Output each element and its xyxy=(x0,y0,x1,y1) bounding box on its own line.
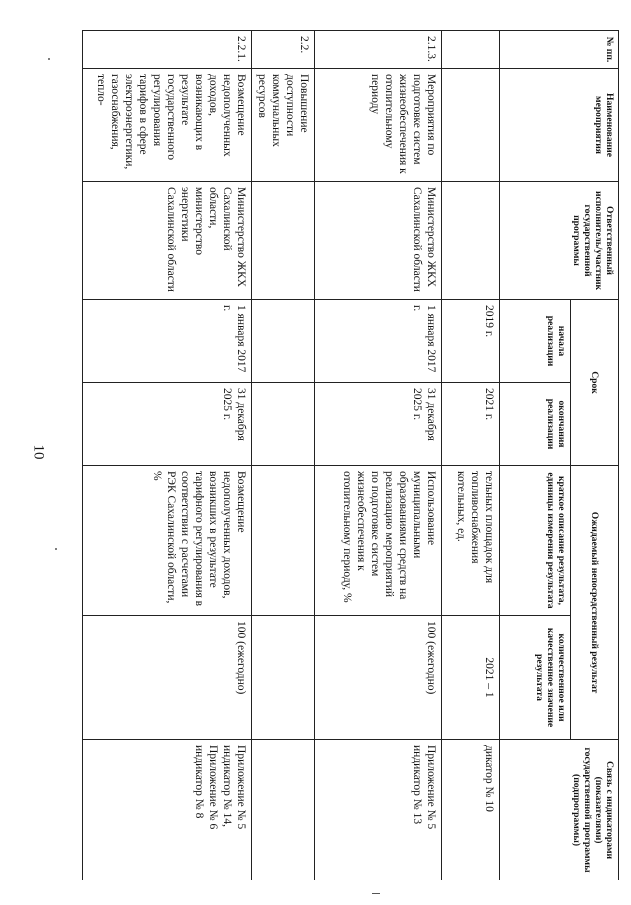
header-link: Связь с индикаторами (показателями) государственной программы (подпрограммы) xyxy=(500,740,619,880)
cell-start: 1 января 2017 г. xyxy=(83,300,252,383)
header-result: Ожидаемый непосредственный результат xyxy=(571,466,619,740)
cell-num: 2.2. xyxy=(251,31,314,69)
cell-desc: Использование муниципальными образованиями средств на реализацию мероприятий по подготовке систем жизнеобеспечения к отопительному периоду, % xyxy=(315,466,442,616)
header-result-value: количественное или качественное значение результата xyxy=(500,616,571,740)
cell-start xyxy=(251,300,314,383)
cell-link: Приложение № 5 индикатор № 14, Приложение № 6 индикатор № 8 xyxy=(83,740,252,880)
cell-responsible xyxy=(442,182,500,300)
header-term-end: окончания реализации xyxy=(500,383,571,466)
cell-num: 2.2.1. xyxy=(83,31,252,69)
cell-name xyxy=(442,69,500,182)
cell-end xyxy=(251,383,314,466)
activities-table xyxy=(82,30,619,880)
header-term-start: начала реализации xyxy=(500,300,571,383)
cell-start: 1 января 2017 г. xyxy=(315,300,442,383)
cell-desc: Возмещение недополученных доходов, возникших в результате тарифного регулирования в соответствии с расчетами РЭК Сахалинской области, % xyxy=(83,466,252,616)
table-area xyxy=(82,30,619,880)
cell-name: Возмещение недополученных доходов, возникающих в результате государственного регулирования тарифов в сфере электроэнергетики, газоснабжения, тепло- xyxy=(83,69,252,182)
cell-value: 100 (ежегодно) xyxy=(315,616,442,740)
scan-speck xyxy=(55,548,57,550)
cell-responsible: Министерство ЖКХ Сахалинской области, министерство энергетики Сахалинской области xyxy=(83,182,252,300)
header-term: Срок xyxy=(571,300,619,466)
cell-end: 31 декабря 2025 г. xyxy=(83,383,252,466)
cell-desc xyxy=(251,466,314,616)
cell-responsible: Министерство ЖКХ Сахалинской области xyxy=(315,182,442,300)
header-num: № пп. xyxy=(500,31,619,69)
cell-name: Мероприятия по подготовке систем жизнеобеспечения к отопительному периоду xyxy=(315,69,442,182)
cell-value: 2021 – 1 xyxy=(442,616,500,740)
header-result-desc: краткое описание результата, единицы измерения результата xyxy=(500,466,571,616)
cell-link: Приложение № 5 индикатор № 13 xyxy=(315,740,442,880)
cell-name: Повышение доступности коммунальных ресурсов xyxy=(251,69,314,182)
cell-end: 2021 г. xyxy=(442,383,500,466)
cell-link xyxy=(251,740,314,880)
cell-num: 2.1.3. xyxy=(315,31,442,69)
header-responsible: Ответственный исполнитель/участник государственной программы xyxy=(500,182,619,300)
cell-start: 2019 г. xyxy=(442,300,500,383)
cell-num xyxy=(442,31,500,69)
table-row xyxy=(251,31,314,881)
table-row xyxy=(315,31,442,881)
cell-value xyxy=(251,616,314,740)
table-row xyxy=(442,31,500,881)
cell-end: 31 декабря 2025 г. xyxy=(315,383,442,466)
scan-speck xyxy=(48,58,50,60)
cell-responsible xyxy=(251,182,314,300)
cell-desc: тельных площадок для топливоснабжения котельных, ед. xyxy=(442,466,500,616)
page-number: 10 xyxy=(30,444,47,460)
cell-value: 100 (ежегодно) xyxy=(83,616,252,740)
table-row xyxy=(83,31,252,881)
rotated-table-container xyxy=(82,30,619,880)
scan-speck xyxy=(372,893,380,894)
header-name: Наименование мероприятия xyxy=(500,69,619,182)
cell-link: дикатор № 10 xyxy=(442,740,500,880)
